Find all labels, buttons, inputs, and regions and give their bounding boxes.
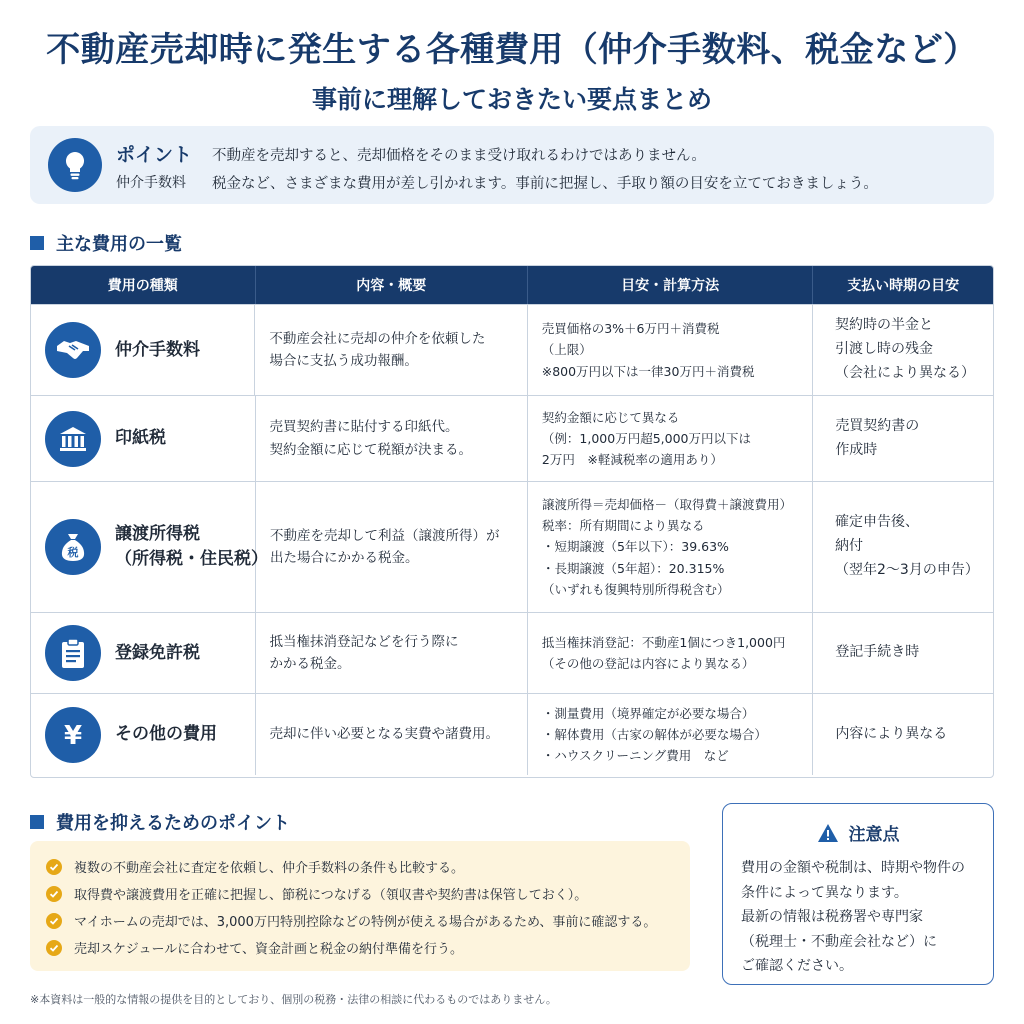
tips-section-heading xyxy=(30,809,290,835)
type-name: 登録免許税 xyxy=(115,642,200,663)
table-row xyxy=(31,693,993,775)
type-name: 印紙税 xyxy=(115,428,166,449)
cell-description xyxy=(256,482,528,612)
description-line: 売買契約書に貼付する印紙代。 xyxy=(269,419,459,436)
caution-line: 費用の金額や税制は、時期や物件の xyxy=(741,860,965,876)
tip-text: 取得費や譲渡費用を正確に把握し、節税につなげる（領収書や契約書は保管しておく）。 xyxy=(74,888,588,903)
calc-line: （いずれも復興特別所得税含む） xyxy=(542,581,730,597)
cell-calculation xyxy=(528,396,813,481)
check-icon xyxy=(46,940,62,956)
cell-description xyxy=(255,305,527,395)
timing-line: 内容により異なる xyxy=(835,725,948,742)
type-name: 仲介手数料 xyxy=(115,339,200,360)
tips-box xyxy=(30,841,690,971)
caution-line: 条件によって異なります。 xyxy=(741,884,908,901)
cell-timing xyxy=(813,613,993,693)
timing-line: （会社により異なる） xyxy=(835,364,975,381)
caution-line: ご確認ください。 xyxy=(741,958,853,974)
description-line: 場合に支払う成功報酬。 xyxy=(269,353,418,369)
cell-description xyxy=(256,396,528,481)
point-label: ポイント xyxy=(116,144,193,166)
description-line: 抵当権抹消登記などを行う際に xyxy=(269,633,459,650)
caution-text xyxy=(741,856,965,979)
calc-line: ・短期譲渡（5年以下）：39.63% xyxy=(542,539,729,555)
caution-header xyxy=(723,820,993,845)
cell-type xyxy=(31,396,256,481)
cell-type xyxy=(31,694,256,775)
table-row xyxy=(31,612,993,693)
cell-type xyxy=(31,613,256,693)
cell-description xyxy=(256,694,528,775)
check-icon xyxy=(46,859,62,875)
calc-line: ・測量費用（境界確定が必要な場合） xyxy=(541,705,755,721)
caution-title: 注意点 xyxy=(848,825,900,845)
check-icon xyxy=(46,913,62,929)
timing-line: 引渡し時の残金 xyxy=(835,341,933,358)
cell-timing xyxy=(813,305,993,395)
description-line: 売却に伴い必要となる実費や諸費用。 xyxy=(269,726,499,743)
timing-line: （翌年2〜3月の申告） xyxy=(835,561,979,578)
type-name-sub: （所得税・住民税） xyxy=(115,549,268,569)
tip-text: 売却スケジュールに合わせて、資金計画と税金の納付準備を行う。 xyxy=(74,942,463,957)
timing-line: 作成時 xyxy=(835,441,878,458)
point-text-line1: 不動産を売却すると、売却価格をそのまま受け取れるわけではありません。 xyxy=(212,148,706,164)
table-header xyxy=(31,266,993,304)
bank-icon xyxy=(45,411,101,467)
tips-heading-text: 費用を抑えるためのポイント xyxy=(56,813,290,834)
cell-timing xyxy=(813,694,993,775)
calc-line: 税率：所有期間により異なる xyxy=(542,518,705,534)
calc-line: ・ハウスクリーニング費用 など xyxy=(541,748,729,764)
description-line: かかる税金。 xyxy=(269,656,351,672)
tip-text: 複数の不動産会社に査定を依頼し、仲介手数料の条件も比較する。 xyxy=(74,861,465,876)
description-line: 不動産を売却して利益（譲渡所得）が xyxy=(270,527,500,544)
tip-item xyxy=(46,934,690,961)
calc-line: ※800万円以下は一律30万円＋消費税 xyxy=(541,363,755,379)
calc-line: （上限） xyxy=(541,342,592,358)
cell-calculation xyxy=(528,482,813,612)
col-header-description: 内容・概要 xyxy=(256,266,528,304)
table-row xyxy=(31,304,993,395)
clipboard-icon xyxy=(45,625,101,681)
calc-line: ・解体費用（古家の解体が必要な場合） xyxy=(541,726,767,742)
tip-item xyxy=(46,880,690,907)
col-header-calculation: 目安・計算方法 xyxy=(528,266,813,304)
calc-line: （例：1,000万円超5,000万円以下は xyxy=(541,430,751,446)
description-line: 出た場合にかかる税金。 xyxy=(270,550,419,566)
costs-heading-text: 主な費用の一覧 xyxy=(56,234,182,255)
yen-icon xyxy=(45,707,101,763)
cell-description xyxy=(256,613,528,693)
section-marker xyxy=(30,815,44,829)
cell-type xyxy=(31,482,268,612)
page-subtitle: 事前に理解しておきたい要点まとめ xyxy=(311,85,712,114)
caution-line: （税理士・不動産会社など）に xyxy=(741,933,937,950)
table-row xyxy=(31,481,993,612)
point-text-line2: 税金など、さまざまな費用が差し引かれます。事前に把握し、手取り額の目安を立てておきましょう。 xyxy=(212,176,878,192)
col-header-type: 費用の種類 xyxy=(31,266,256,304)
handshake-icon xyxy=(45,322,101,378)
calc-line: 契約金額に応じて異なる xyxy=(541,409,680,425)
tax-bag-icon-text: 税 xyxy=(67,546,79,559)
caution-line: 最新の情報は税務署や専門家 xyxy=(741,909,923,925)
table-row xyxy=(31,395,993,481)
type-name: その他の費用 xyxy=(115,724,217,745)
tip-item xyxy=(46,907,690,934)
tip-item xyxy=(46,853,690,880)
timing-line: 売買契約書の xyxy=(835,417,920,434)
calc-line: 2万円 ※軽減税率の適用あり） xyxy=(541,452,723,468)
description-line: 契約金額に応じて税額が決まる。 xyxy=(269,441,472,458)
calc-line: ・長期譲渡（5年超）：20.315% xyxy=(542,560,725,576)
timing-line: 契約時の半金と xyxy=(835,317,933,334)
tax-bag-icon xyxy=(45,519,101,575)
tip-text: マイホームの売却では、3,000万円特別控除などの特例が使える場合があるため、事前に確認する。 xyxy=(74,915,657,930)
section-marker xyxy=(30,236,44,250)
lightbulb-icon xyxy=(48,138,102,192)
cell-calculation xyxy=(528,613,813,693)
type-name: 譲渡所得税 xyxy=(115,524,200,545)
timing-line: 納付 xyxy=(835,538,863,555)
footnote: ※本資料は一般的な情報の提供を目的としており、個別の税務・法律の相談に代わるものではありません。 xyxy=(30,993,557,1006)
point-sublabel: 仲介手数料 xyxy=(116,175,186,191)
cell-calculation xyxy=(528,305,813,395)
costs-section-heading xyxy=(30,230,182,256)
page-title: 不動産売却時に発生する各種費用（仲介手数料、税金など） xyxy=(46,30,978,70)
col-header-timing: 支払い時期の目安 xyxy=(847,278,960,294)
timing-line: 確定申告後、 xyxy=(835,514,919,531)
cell-timing xyxy=(813,482,993,612)
point-box xyxy=(30,126,994,204)
calc-line: 譲渡所得＝売却価格－（取得費＋譲渡費用） xyxy=(542,496,793,512)
caution-box xyxy=(722,803,994,985)
calc-line: 売買価格の3%＋6万円＋消費税 xyxy=(541,321,720,337)
calc-line: 抵当権抹消登記：不動産1個につき1,000円 xyxy=(541,634,786,650)
warning-icon xyxy=(817,823,839,843)
check-icon xyxy=(46,886,62,902)
calc-line: （その他の登記は内容により異なる） xyxy=(541,656,755,671)
timing-line: 登記手続き時 xyxy=(835,644,920,661)
cell-calculation xyxy=(528,694,813,775)
description-line: 不動産会社に売却の仲介を依頼した xyxy=(269,330,486,347)
cost-table xyxy=(30,265,994,778)
cell-type xyxy=(31,305,255,395)
cell-timing xyxy=(813,396,993,481)
yen-icon-text: ¥ xyxy=(63,720,83,750)
